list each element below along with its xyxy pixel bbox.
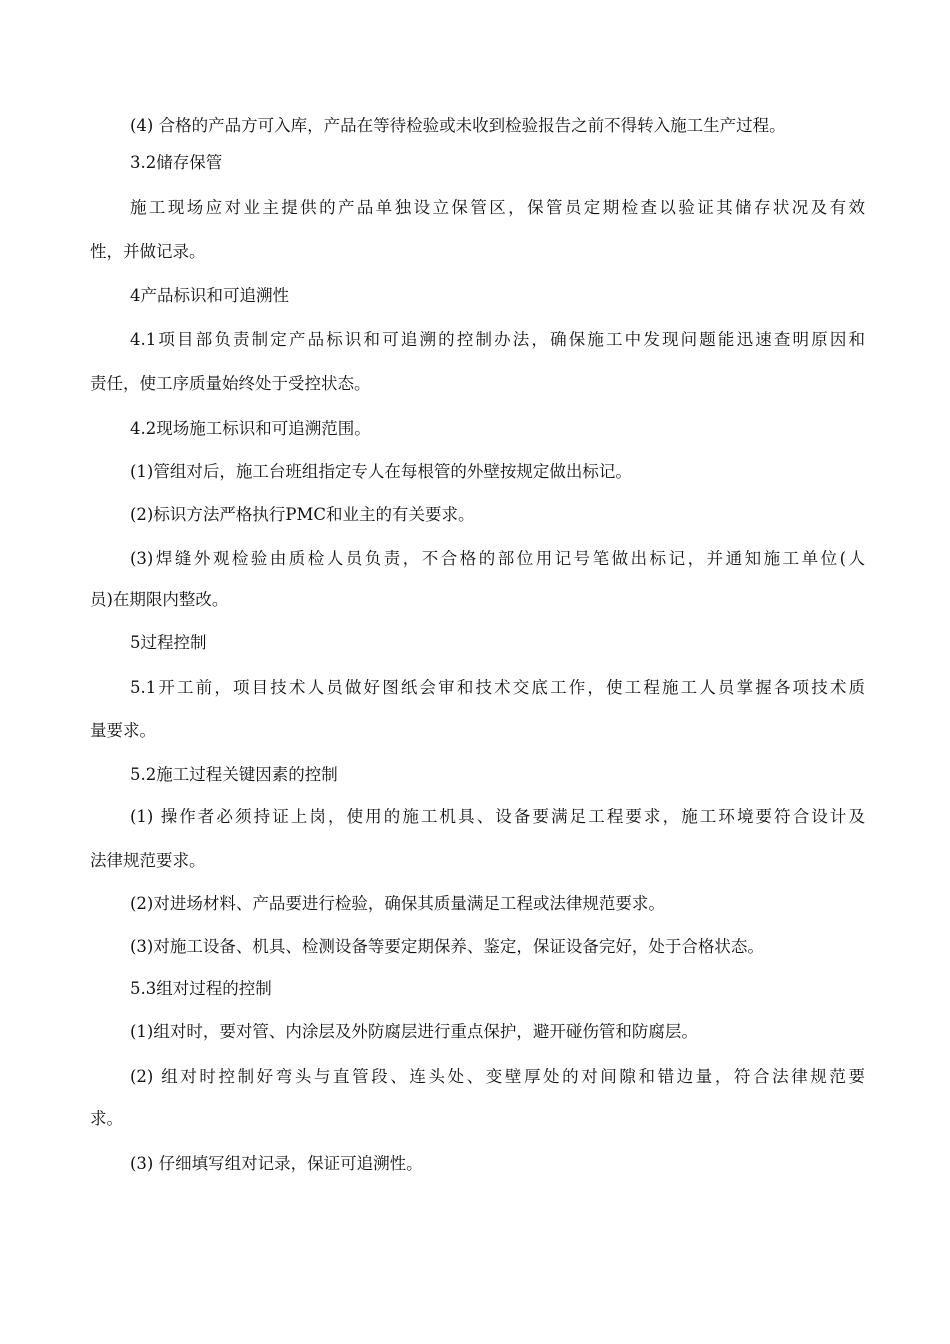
paragraph-5-3-item-3: (3) 仔细填写组对记录，保证可追溯性。 (130, 1154, 423, 1173)
paragraph-4-storage-rule: (4) 合格的产品方可入库，产品在等待检验或未收到检验报告之前不得转入施工生产过程。 (130, 116, 786, 135)
paragraph-4-2-item-3-line-2: 员)在期限内整改。 (90, 590, 229, 609)
paragraph-5-1-line-1: 5.1开工前，项目技术人员做好图纸会审和技术交底工作，使工程施工人员掌握各项技术质 (130, 678, 865, 697)
paragraph-4-2-item-1: (1)管组对后，施工台班组指定专人在每根管的外壁按规定做出标记。 (130, 462, 632, 481)
section-heading-5: 5过程控制 (130, 633, 207, 652)
section-heading-4: 4产品标识和可追溯性 (130, 286, 289, 305)
paragraph-5-2-item-2: (2)对进场材料、产品要进行检验，确保其质量满足工程或法律规范要求。 (130, 894, 665, 913)
section-heading-5-3: 5.3组对过程的控制 (130, 979, 272, 998)
paragraph-5-2-item-1-line-1: (1) 操作者必须持证上岗，使用的施工机具、设备要满足工程要求，施工环境要符合设计及 (130, 807, 865, 826)
section-heading-5-2: 5.2施工过程关键因素的控制 (130, 765, 338, 784)
section-heading-3-2: 3.2储存保管 (130, 153, 223, 172)
paragraph-5-3-item-2-line-2: 求。 (90, 1109, 123, 1128)
paragraph-4-2: 4.2现场施工标识和可追溯范围。 (130, 419, 371, 438)
paragraph-4-1-line-1: 4.1项目部负责制定产品标识和可追溯的控制办法，确保施工中发现问题能迅速查明原因和 (130, 330, 865, 349)
paragraph-storage-line-1: 施工现场应对业主提供的产品单独设立保管区，保管员定期检查以验证其储存状况及有效 (130, 198, 865, 217)
paragraph-5-2-item-1-line-2: 法律规范要求。 (90, 851, 206, 870)
paragraph-4-1-line-2: 责任，使工序质量始终处于受控状态。 (90, 374, 371, 393)
paragraph-5-1-line-2: 量要求。 (90, 721, 156, 740)
paragraph-storage-line-2: 性，并做记录。 (90, 242, 206, 261)
paragraph-5-3-item-2-line-1: (2) 组对时控制好弯头与直管段、连头处、变壁厚处的对间隙和错边量，符合法律规范要 (130, 1067, 865, 1086)
paragraph-4-2-item-3-line-1: (3)焊缝外观检验由质检人员负责，不合格的部位用记号笔做出标记，并通知施工单位(人 (130, 549, 865, 568)
paragraph-4-2-item-2: (2)标识方法严格执行PMC和业主的有关要求。 (130, 505, 475, 524)
paragraph-5-2-item-3: (3)对施工设备、机具、检测设备等要定期保养、鉴定，保证设备完好，处于合格状态。 (130, 937, 764, 956)
paragraph-5-3-item-1: (1)组对时，要对管、内涂层及外防腐层进行重点保护，避开碰伤管和防腐层。 (130, 1022, 698, 1041)
